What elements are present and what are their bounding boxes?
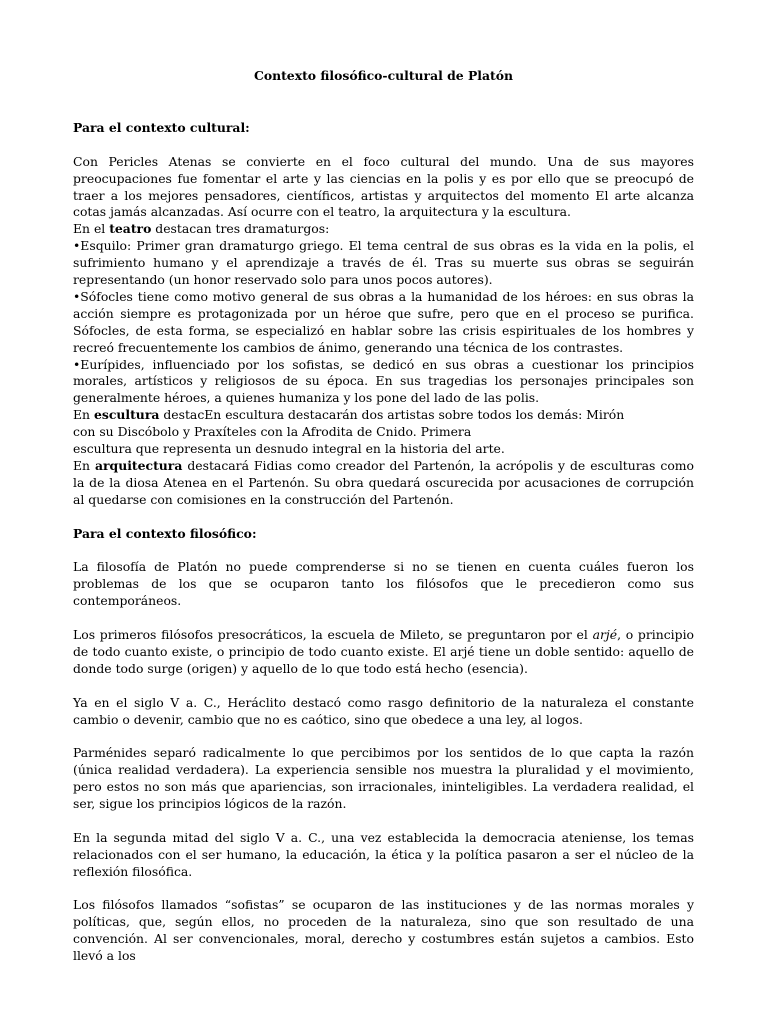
filosofico-paragraph-1: La filosofía de Platón no puede comprenderse si no se tienen en cuenta cuáles fueron los problemas de los que se ocuparon tanto los filósofos que le precedieron como sus contemporáneos. bbox=[73, 559, 694, 609]
document-title: Contexto filosófico-cultural de Platón bbox=[253, 68, 514, 83]
escultura-line-3: escultura que representa un desnudo integral en la historia del arte. bbox=[73, 441, 505, 457]
escultura-line-1: En escultura destacEn escultura destacarán dos artistas sobre todos los demás: Mirón bbox=[73, 407, 625, 423]
filosofico-heading: Para el contexto filosófico: bbox=[73, 525, 257, 541]
filosofico-paragraph-4: Parménides separó radicalmente lo que percibimos por los sentidos de lo que capta la razón (única realidad verdadera). La experiencia sensible nos muestra la pluralidad y el movimiento, pero estos no son más que apariencias, son irracionales, ininteligibles. La verdadera realidad, el ser, sigue los principios lógicos de la razón. bbox=[73, 745, 694, 812]
esquilo-item: •Esquilo: Primer gran dramaturgo griego. El tema central de sus obras es la vida en la polis, el sufrimiento humano y el aprendizaje a través de él. Tras su muerte sus obras se seguirán representando (un honor reservado solo para unos pocos autores). bbox=[73, 238, 694, 288]
euripides-item: •Eurípides, influenciado por los sofistas, se dedicó en sus obras a cuestionar los principios morales, artísticos y religiosos de su época. En sus tragedias los personajes principales son generalmente héroes, a quienes humaniza y los pone del lado de las polis. bbox=[73, 356, 694, 406]
arquitectura-bold: arquitectura bbox=[94, 458, 183, 474]
escultura-line-2: con su Discóbolo y Praxíteles con la Afrodita de Cnido. Primera bbox=[73, 424, 472, 440]
cultural-intro: Con Pericles Atenas se convierte en el foco cultural del mundo. Una de sus mayores preocupaciones fue fomentar el arte y las ciencias en la polis y es por ello que se preocupó de traer a los mejores pensadores, científicos, artistas y arquitectos del momento El arte alcanza cotas jamás alcanzadas. Así ocurre con el teatro, la arquitectura y la escultura. bbox=[73, 153, 694, 220]
arje-italic: arjé bbox=[592, 627, 618, 643]
filosofico-paragraph-2: Los primeros filósofos presocráticos, la escuela de Mileto, se preguntaron por el arjé, o principio de todo cuanto existe, o principio de todo cuanto existe. El arjé tiene un doble sentido: aquello de donde todo surge (origen) y aquello de lo que todo está hecho (esencia). bbox=[73, 627, 694, 676]
sofocles-item: •Sófocles tiene como motivo general de sus obras a la humanidad de los héroes: en sus obras la acción siempre es protagonizada por un héroe que sufre, pero que en el proceso se purifica. Sófocles, de esta forma, se especializó en hablar sobre las crisis espirituales de los hombres y recreó frecuentemente los cambios de ánimo, generando una técnica de los contrastes. bbox=[73, 288, 694, 355]
teatro-line: En el teatro destacan tres dramaturgos: bbox=[73, 221, 330, 237]
filosofico-paragraph-5: En la segunda mitad del siglo V a. C., una vez establecida la democracia ateniense, los temas relacionados con el ser humano, la educación, la ética y la política pasaron a ser el núcleo de la reflexión filosófica. bbox=[73, 829, 694, 879]
escultura-bold: escultura bbox=[93, 407, 160, 423]
filosofico-paragraph-6: Los filósofos llamados “sofistas” se ocuparon de las instituciones y de las normas morales y políticas, que, según ellos, no proceden de la naturaleza, sino que son resultado de una convención. Al ser convencionales, moral, derecho y costumbres están sujetos a cambios. Esto llevó a los bbox=[73, 897, 694, 964]
arquitectura-paragraph: En arquitectura destacará Fidias como creador del Partenón, la acrópolis y de esculturas como la de la diosa Atenea en el Partenón. Su obra quedará oscurecida por acusaciones de corrupción al quedarse con comisiones en la construcción del Partenón. bbox=[73, 458, 694, 507]
cultural-heading: Para el contexto cultural: bbox=[73, 119, 250, 135]
filosofico-paragraph-3: Ya en el siglo V a. C., Heráclito destacó como rasgo definitorio de la naturaleza el constante cambio o devenir, cambio que no es caótico, sino que obedece a una ley, al logos. bbox=[73, 694, 694, 727]
teatro-bold: teatro bbox=[109, 221, 152, 237]
